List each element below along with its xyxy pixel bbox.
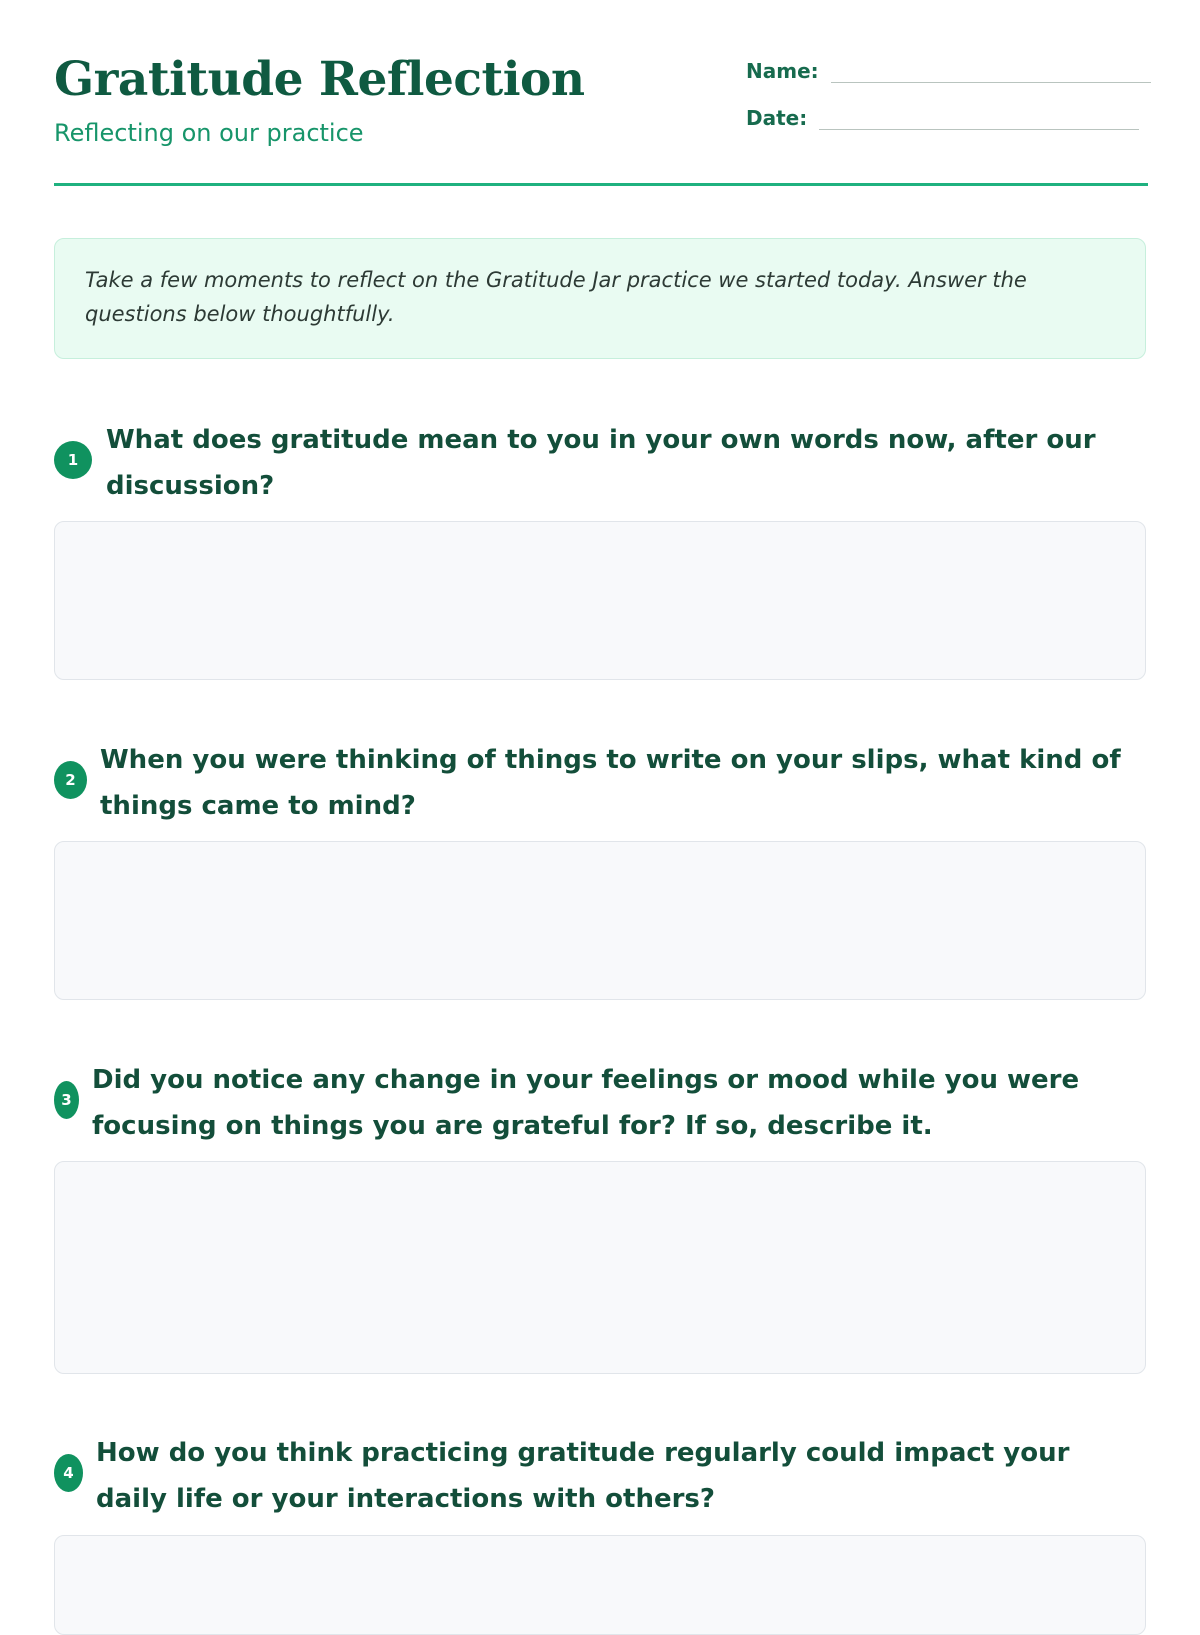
intro-callout: Take a few moments to reflect on the Gratitude Jar practice we started today. Answer the questions below thoughtfully. xyxy=(54,238,1146,359)
answer-box-4[interactable] xyxy=(54,1535,1146,1635)
date-field-row xyxy=(746,103,1139,130)
worksheet-page xyxy=(54,0,1148,1514)
question-number-badge: 2 xyxy=(54,761,87,799)
answer-box-3[interactable] xyxy=(54,1161,1146,1374)
question-text: Did you notice any change in your feelings or mood while you were focusing on things you are grateful for? If so, describe it. xyxy=(92,1065,1080,1141)
answer-box-2[interactable] xyxy=(54,841,1146,1000)
page-subtitle: Reflecting on our practice xyxy=(54,119,364,147)
name-field-row xyxy=(746,56,1151,83)
question-number-badge: 3 xyxy=(54,1081,79,1119)
answer-box-1[interactable] xyxy=(54,521,1146,680)
question-number-badge: 4 xyxy=(54,1454,83,1492)
question-text: How do you think practicing gratitude regularly could impact your daily life or your interactions with others? xyxy=(96,1438,1070,1514)
worksheet-header xyxy=(54,0,1148,186)
date-field[interactable] xyxy=(819,103,1139,130)
name-field[interactable] xyxy=(831,56,1151,83)
date-label: Date: xyxy=(746,106,808,130)
question-text: When you were thinking of things to write on your slips, what kind of things came to mind? xyxy=(100,745,1121,821)
question-text: What does gratitude mean to you in your own words now, after our discussion? xyxy=(106,425,1096,501)
name-label: Name: xyxy=(746,59,819,83)
page-title: Gratitude Reflection xyxy=(54,52,585,107)
question-number-badge: 1 xyxy=(54,441,92,479)
